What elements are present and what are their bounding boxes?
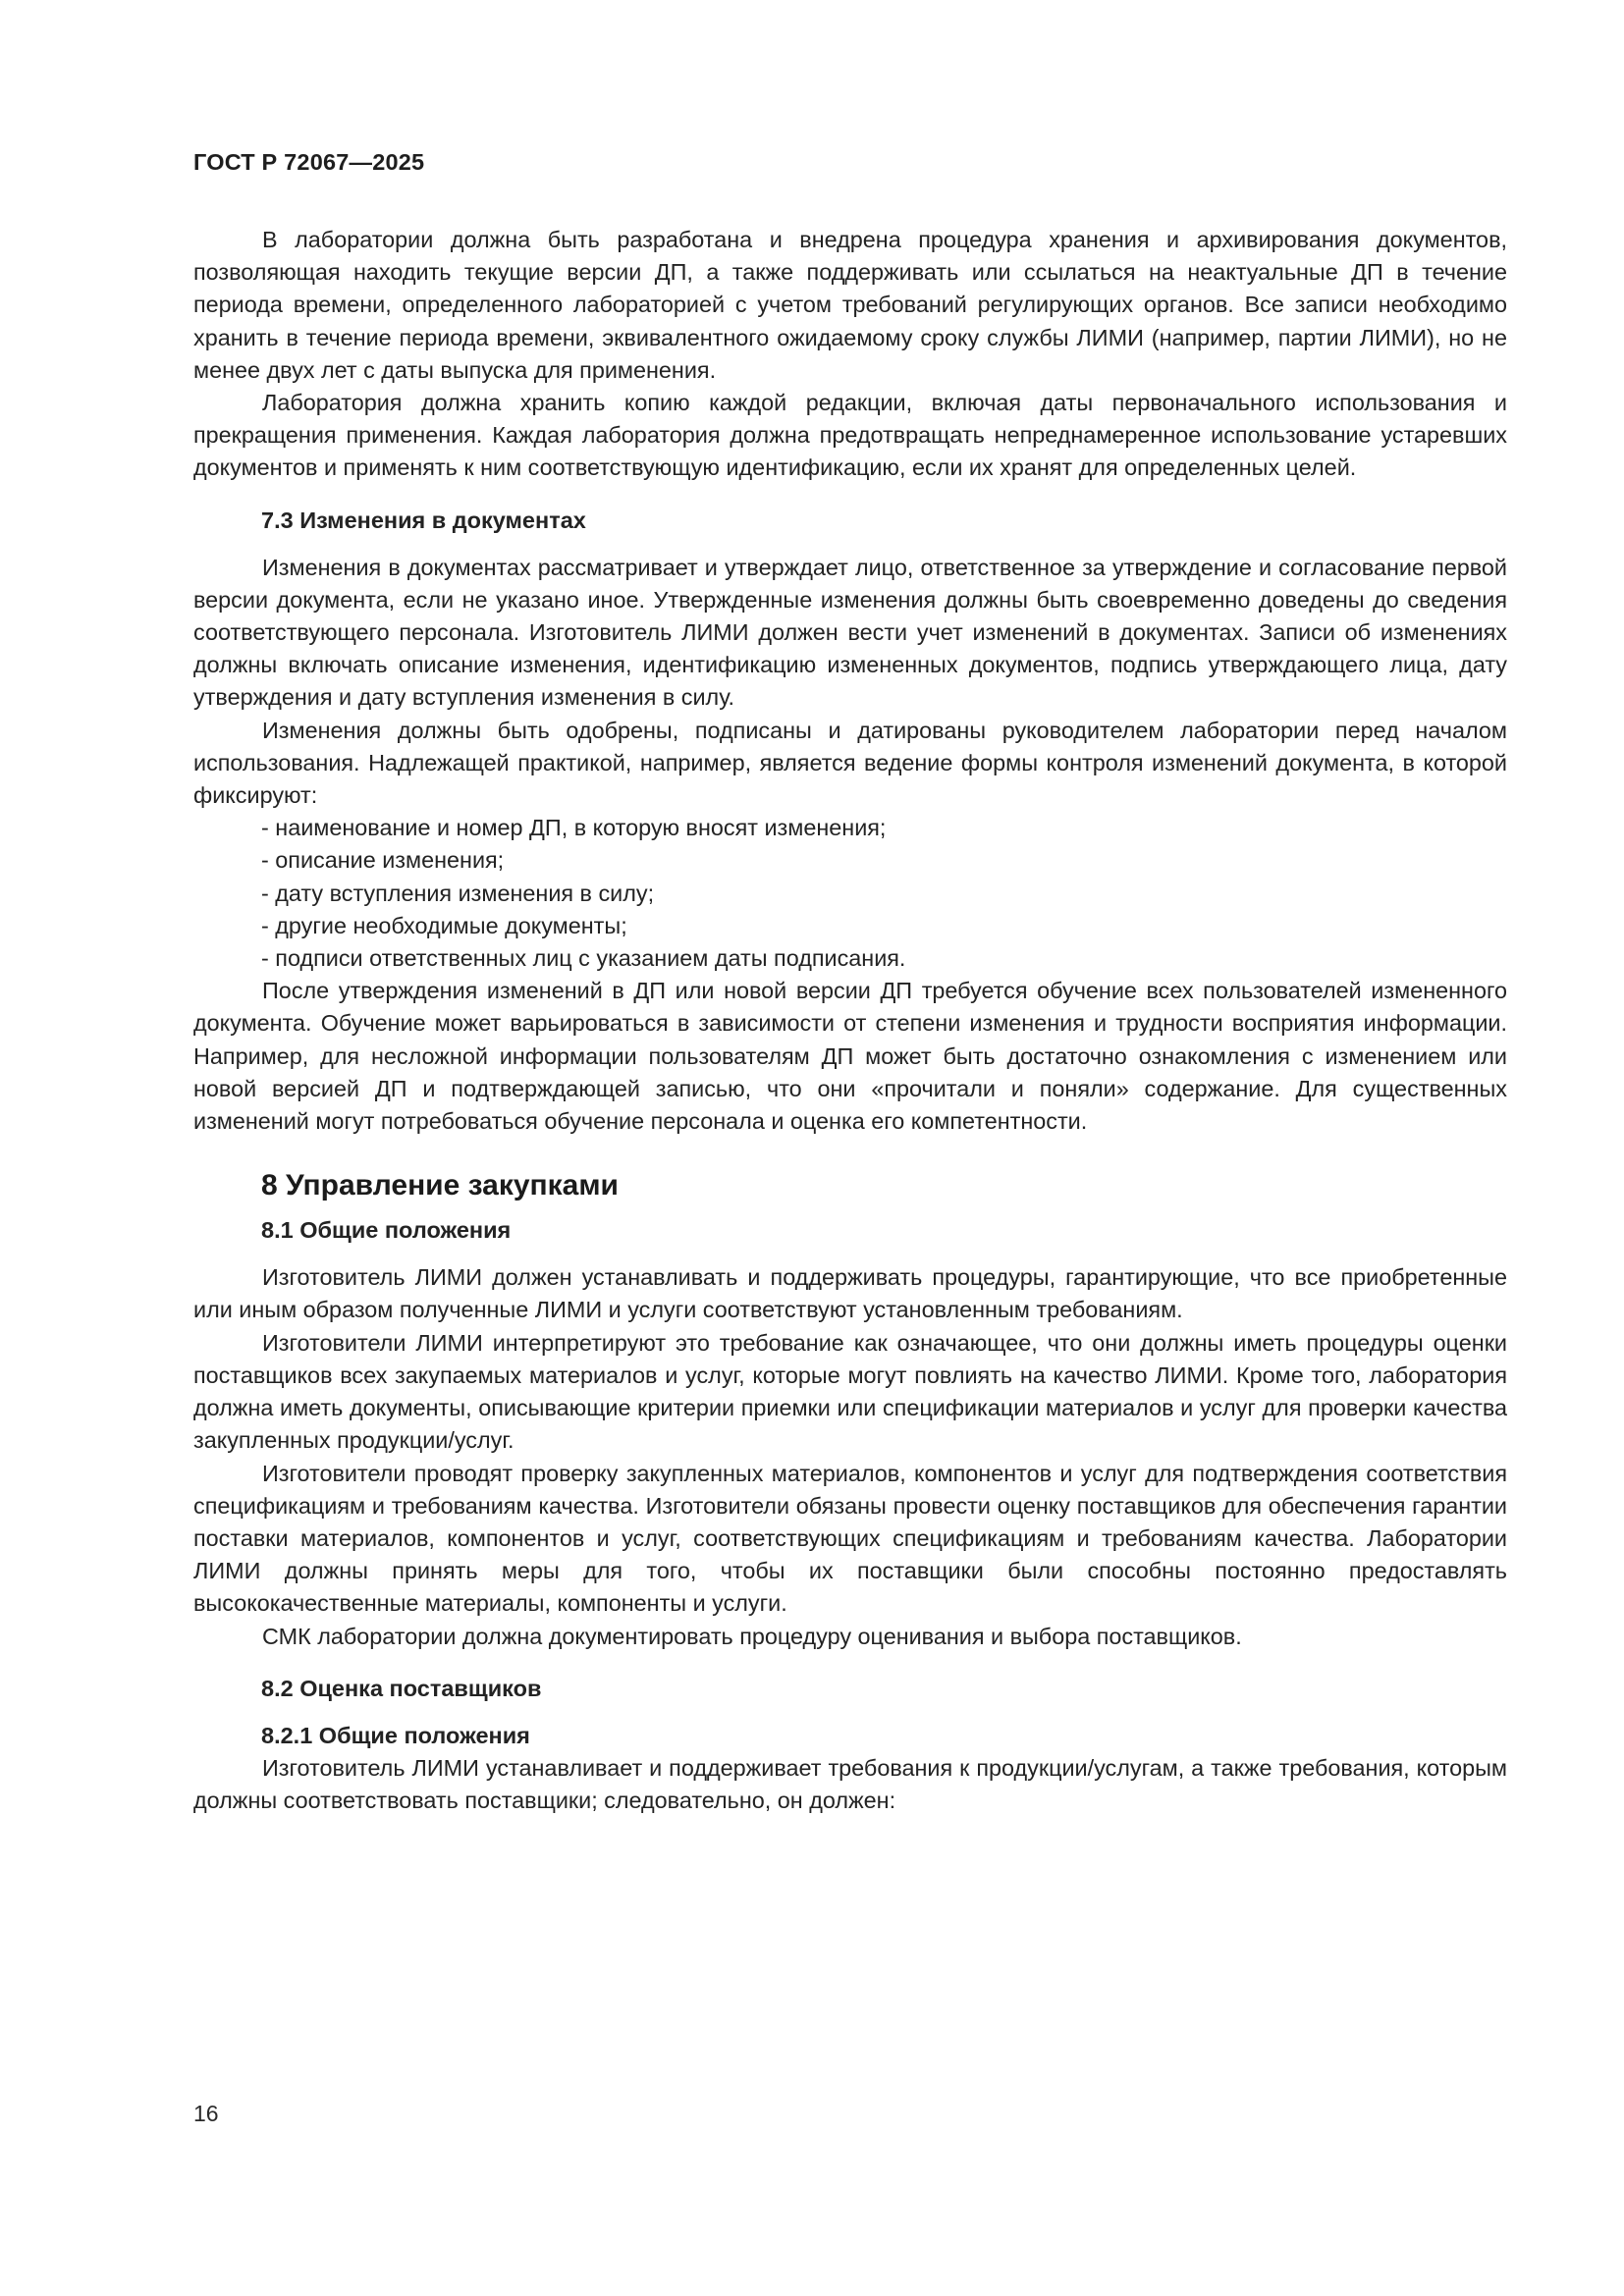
paragraph: Изготовители проводят проверку закупленных материалов, компонентов и услуг для подтверждения соответствия спецификациям и требованиям качества. Изготовители обязаны провести оценку поставщиков для обеспечения гарантии поставки материалов, компонентов и услуг, соответствующих спецификациям и требованиям качества. Лаборатории ЛИМИ должны принять меры для того, чтобы их поставщики были способны постоянно предоставлять высококачественные материалы, компоненты и услуги. [193, 1460, 1507, 1617]
section-heading-8-2-1: 8.2.1 Общие положения [261, 1722, 530, 1748]
list-item: - описание изменения; [261, 847, 505, 874]
paragraph: После утверждения изменений в ДП или новой версии ДП требуется обучение всех пользователей измененного документа. Обучение может варьироваться в зависимости от степени изменения и трудности восприятия информации. Например, для несложной информации пользователям ДП может быть достаточно ознакомления с изменением или новой версией ДП и подтверждающей записью, что они «прочитали и поняли» содержание. Для существенных изменений могут потребоваться обучение персонала и оценка его компетентности. [193, 978, 1507, 1135]
list-item: - подписи ответственных лиц с указанием даты подписания. [261, 945, 906, 972]
paragraph: Изготовитель ЛИМИ устанавливает и поддерживает требования к продукции/услугам, а также требования, которым должны соответствовать поставщики; следовательно, он должен: [193, 1754, 1507, 1813]
section-heading-8-2: 8.2 Оценка поставщиков [261, 1675, 542, 1701]
paragraph: Изготовители ЛИМИ интерпретируют это требование как означающее, что они должны иметь процедуры оценки поставщиков всех закупаемых материалов и услуг, которые могут повлиять на качество ЛИМИ. Кроме того, лаборатория должна иметь документы, описывающие критерии приемки или спецификации материалов и услуг для проверки качества закупленных продукции/услуг. [193, 1329, 1507, 1454]
paragraph: СМК лаборатории должна документировать процедуру оценивания и выбора поставщиков. [262, 1623, 1242, 1649]
list-item: - другие необходимые документы; [261, 912, 627, 938]
paragraph: Изготовитель ЛИМИ должен устанавливать и поддерживать процедуры, гарантирующие, что все приобретенные или иным образом полученные ЛИМИ и услуги соответствуют установленным требованиям. [193, 1264, 1507, 1323]
paragraph: В лаборатории должна быть разработана и внедрена процедура хранения и архивирования документов, позволяющая находить текущие версии ДП, а также поддерживать или ссылаться на неактуальные ДП в течение периода времени, определенного лабораторией с учетом требований регулирующих органов. Все записи необходимо хранить в течение периода времени, эквивалентного ожидаемому сроку службы ЛИМИ (например, партии ЛИМИ), но не менее двух лет с даты выпуска для применения. [193, 227, 1507, 383]
change-record-list [193, 812, 1507, 975]
section-heading-8-1: 8.1 Общие положения [261, 1217, 512, 1244]
list-item: - дату вступления изменения в силу; [261, 880, 655, 906]
paragraph: Изменения должны быть одобрены, подписаны и датированы руководителем лаборатории перед началом использования. Надлежащей практикой, например, является ведение формы контроля изменений документа, в которой фиксируют: [193, 717, 1507, 809]
section-heading-7-3: 7.3 Изменения в документах [261, 507, 586, 533]
section-heading-8: 8 Управление закупками [261, 1169, 619, 1202]
document-standard-id: ГОСТ Р 72067—2025 [193, 149, 425, 175]
paragraph: Изменения в документах рассматривает и утверждает лицо, ответственное за утверждение и согласование первой версии документа, если не указано иное. Утвержденные изменения должны быть своевременно доведены до сведения соответствующего персонала. Изготовитель ЛИМИ должен вести учет изменений в документах. Записи об изменениях должны включать описание изменения, идентификацию измененных документов, подпись утверждающего лица, дату утверждения и дату вступления изменения в силу. [193, 554, 1507, 711]
paragraph: Лаборатория должна хранить копию каждой редакции, включая даты первоначального использования и прекращения применения. Каждая лаборатория должна предотвращать непреднамеренное использование устаревших документов и применять к ним соответствующую идентификацию, если их хранят для определенных целей. [193, 390, 1507, 481]
document-body [193, 224, 1507, 1817]
page-number: 16 [193, 2101, 219, 2126]
list-item: - наименование и номер ДП, в которую вносят изменения; [261, 815, 887, 841]
